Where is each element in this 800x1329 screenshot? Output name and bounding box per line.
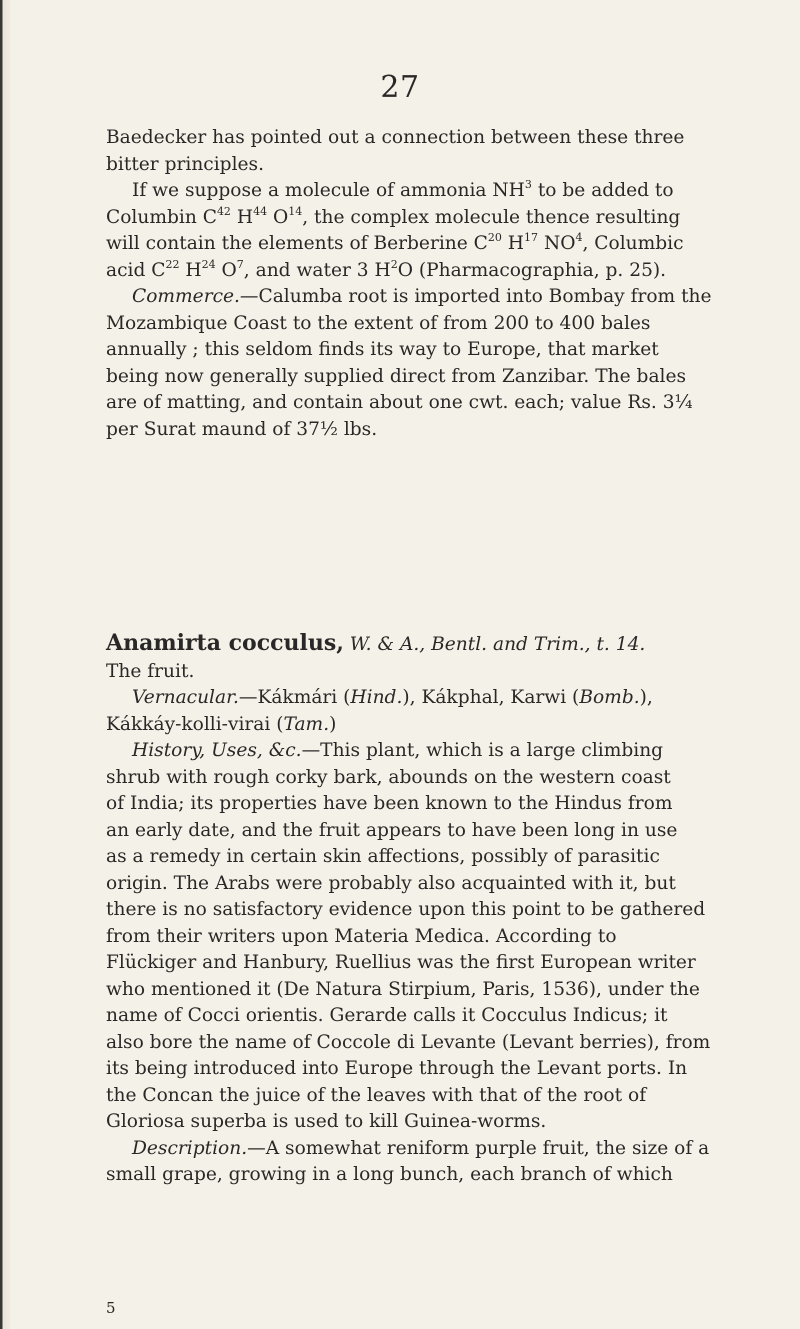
body-line: being now generally supplied direct from Zanzibar. The bales — [106, 365, 687, 387]
body-line: Gloriosa superba is used to kill Guinea-worms. — [106, 1111, 547, 1132]
species-authority: W. & A., Bentl. and Trim., t. 14. — [349, 634, 646, 655]
description-heading: Description. — [132, 1137, 248, 1159]
anamirta-section — [106, 630, 756, 1189]
history-heading: History, Uses, &c. — [132, 740, 302, 761]
vernacular-line: Kákkáy-kolli-virai (Tam.) — [106, 713, 337, 735]
body-line: Flückiger and Hanbury, Ruellius was the first European writer — [106, 952, 696, 973]
body-line: its being introduced into Europe through the Levant ports. In — [106, 1058, 688, 1079]
body-line: who mentioned it (De Natura Stirpium, Paris, 1536), under the — [106, 978, 700, 1000]
formula-line: will contain the elements of Berberine $C^{20}$ $H^{17}$ $NO^4$, Columbic — [106, 231, 684, 254]
history-paragraph-start: History, Uses, &c.—This plant, which is a large climbing — [132, 740, 664, 761]
formula-line: Columbin $C^{42}$ $H^{44}$ $O^{14}$, the complex molecule thence resulting — [106, 204, 681, 228]
body-line: annually ; this seldom finds its way to Europe, that market — [106, 339, 659, 360]
commerce-paragraph-start: Commerce.—Calumba root is imported into Bombay from the — [132, 286, 712, 307]
body-line: also bore the name of Coccole di Levante (Levant berries), from — [106, 1031, 711, 1053]
part-used-line: The fruit. — [106, 660, 195, 682]
commerce-heading: Commerce. — [132, 286, 240, 307]
signature-mark: 5 — [106, 1299, 116, 1317]
calumba-section — [106, 125, 756, 443]
section-title — [106, 630, 756, 659]
body-line: an early date, and the fruit appears to have been long in use — [106, 819, 678, 841]
body-line: bitter principles. — [106, 153, 264, 175]
vernacular-heading: Vernacular. — [132, 687, 239, 708]
formula-line: acid $C^{22}$ $H^{24}$ $O^7$, and water 3 $H^2O$ (Pharmacographia, p. 25). — [106, 257, 667, 281]
body-line: small grape, growing in a long bunch, each branch of which — [106, 1164, 673, 1185]
description-paragraph-start: Description.—A somewhat reniform purple fruit, the size of a — [132, 1137, 710, 1159]
body-line: origin. The Arabs were probably also acquainted with it, but — [106, 872, 676, 894]
body-line: are of matting, and contain about one cwt. each; value Rs. 3¼ — [106, 392, 693, 413]
formula-line: If we suppose a molecule of ammonia $NH^3$ to be added to — [132, 178, 674, 201]
body-line: as a remedy in certain skin affections, possibly of parasitic — [106, 846, 660, 867]
body-line: name of Cocci orientis. Gerarde calls it Cocculus Indicus; it — [106, 1005, 668, 1026]
body-line: shrub with rough corky bark, abounds on the western coast — [106, 766, 671, 788]
body-line: Mozambique Coast to the extent of from 200 to 400 bales — [106, 312, 651, 334]
body-line: of India; its properties have been known to the Hindus from — [106, 793, 673, 814]
species-name: Anamirta cocculus, — [106, 630, 344, 656]
body-line: there is no satisfactory evidence upon this point to be gathered — [106, 899, 706, 920]
vernacular-line: Vernacular.—Kákmári (Hind.), Kákphal, Karwi (Bomb.), — [132, 687, 653, 708]
body-line: per Surat maund of 37½ lbs. — [106, 418, 378, 440]
body-line: Baedecker has pointed out a connection between these three — [106, 127, 685, 148]
body-line: the Concan the juice of the leaves with that of the root of — [106, 1084, 647, 1106]
page-binding-edge — [0, 0, 10, 1329]
body-line: from their writers upon Materia Medica. According to — [106, 925, 617, 947]
page-number: 27 — [380, 70, 420, 105]
